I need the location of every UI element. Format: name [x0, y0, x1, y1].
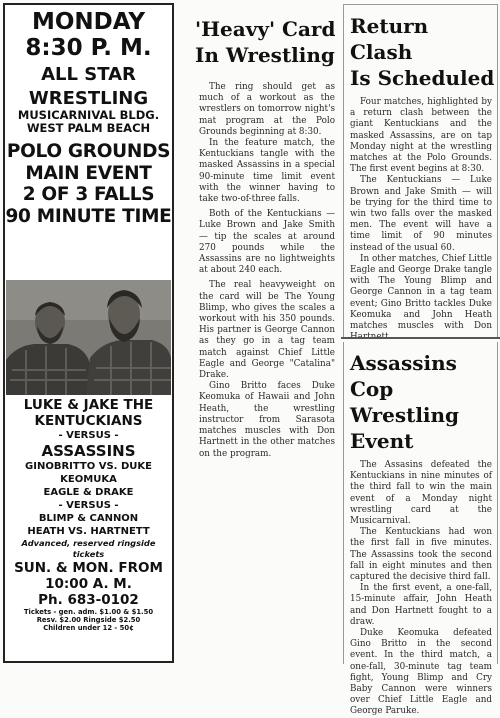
article-heavy-card	[181, 4, 339, 462]
ad-falls: 2 OF 3 FALLS	[22, 184, 155, 205]
paragraph: The Kentuckians had won the first fall in five minutes. The Assassins took the second fall in eight minutes and then captured the decisive third fall.	[350, 527, 492, 583]
paragraph: In other matches, Chief Little Eagle and George Drake tangle with The Young Blimp and George Cannon in a tag team event; Gino Britto tackles Duke Keomuka and John Heath matches muscles with Don Hartnett.	[350, 253, 492, 343]
paragraph: Both of the Kentuckians — Luke Brown and Jake Smith — tip the scales at around 270 pounds while the Assassins are no lightweights at about 240 each.	[199, 209, 335, 276]
paragraph: Gino Britto faces Duke Keomuka of Hawaii and John Heath, the wrestling instructor from Sarasota matches muscles with Don Hartnett in the other matches on the program.	[199, 381, 335, 459]
ad-prices-3: Children under 12 - 50¢	[43, 624, 134, 632]
ad-versus-1: - VERSUS -	[58, 430, 119, 441]
paragraph: Duke Keomuka defeated Gino Britto in the second event. In the third match, a one-fall, 30-minute tag team fight, Young Blimp and Cry Baby Cannon were winners over Chief Little Eagle and George Paruke.	[350, 628, 492, 717]
ad-header	[5, 5, 172, 227]
wrestling-advertisement	[3, 3, 174, 663]
article-return-clash	[343, 4, 498, 343]
paragraph: In the first event, a one-fall, 15-minute affair, John Heath and Don Hartnett fought to a draw.	[350, 583, 492, 627]
paragraph: The ring should get as much of a workout as the wrestlers on tomorrow night's mat program at the Polo Grounds beginning at 8:30.	[199, 82, 335, 137]
paragraph: The Assasins defeated the Kentuckians in nine minutes of the third fall to win the main event of a Monday night wrestling card at the Musicarnival.	[350, 460, 492, 527]
ad-phone: Ph. 683-0102	[38, 592, 139, 608]
ad-venue: MUSICARNIVAL BLDG.	[17, 108, 160, 122]
ad-match-3a: EAGLE & DRAKE	[43, 487, 134, 498]
article-body	[344, 460, 497, 718]
paragraph: In the feature match, the Kentuckians tangle with the masked Assassins in a special 90-minute time limit event with the winner having to take two-of-three falls.	[199, 138, 335, 205]
headline-line1: Return Clash	[350, 14, 429, 64]
ad-opponents: ASSASSINS	[41, 442, 136, 460]
ad-sale-time: 10:00 A. M.	[45, 576, 132, 592]
ad-polo-grounds: POLO GROUNDS	[6, 141, 171, 162]
article-body	[181, 82, 339, 460]
article-headline	[350, 13, 497, 91]
ad-card-listing	[5, 397, 172, 632]
paragraph: The real heavyweight on the card will be The Young Blimp, who gives the scales a workout with his 350 pounds. His partner is George Cannon as they go in a tag team match against Chief Little Eagle and George "Catalina" Drake.	[199, 280, 335, 381]
headline-line2: Is Scheduled	[350, 66, 495, 90]
ad-time: 8:30 P. M.	[25, 35, 152, 61]
ad-match-3b: BLIMP & CANNON	[38, 513, 139, 524]
article-assassins-cop	[343, 342, 498, 717]
wrestlers-photo	[6, 280, 171, 395]
ad-match-2: GINOBRITTO VS. DUKE KEOMUKA	[25, 461, 152, 485]
ad-headliners-line2: KENTUCKIANS	[34, 413, 143, 429]
ad-versus-2: - VERSUS -	[58, 500, 119, 511]
ad-city: WEST PALM BEACH	[26, 121, 151, 135]
wrestlers-photo-image	[6, 280, 171, 395]
column-divider	[341, 337, 500, 339]
ad-match-4: HEATH VS. HARTNETT	[27, 526, 150, 537]
article-headline	[195, 16, 339, 68]
ad-prices-2: Resv. $2.00 Ringside $2.50	[36, 616, 141, 624]
headline-line1: Assassins Cop	[350, 351, 457, 401]
ad-headliners-line1: LUKE & JAKE THE	[23, 397, 154, 413]
ad-prices-1: Tickets - gen. adm. $1.00 & $1.50	[23, 608, 154, 616]
paragraph: The Kentuckians — Luke Brown and Jake Smith — will be trying for the third time to win two falls over the masked men. The event will have a time limit of 90 minutes instead of the usual 60.	[350, 175, 492, 253]
ad-main-event: MAIN EVENT	[25, 162, 152, 184]
headline-line1: 'Heavy' Card	[195, 17, 336, 41]
ad-all-star: ALL STAR	[41, 64, 136, 85]
headline-line2: Wrestling Event	[350, 403, 460, 453]
article-headline	[350, 350, 497, 454]
ad-sale-days: SUN. & MON. FROM	[14, 560, 163, 576]
ad-ticket-note: Advanced, reserved ringside tickets	[21, 538, 156, 559]
ad-wrestling: WRESTLING	[28, 88, 149, 109]
headline-line2: In Wrestling	[195, 43, 335, 67]
article-body	[344, 97, 497, 343]
ad-time-limit: 90 MINUTE TIME	[5, 205, 172, 227]
ad-day: MONDAY	[31, 9, 146, 35]
paragraph: Four matches, highlighted by a return clash between the giant Kentuckians and the masked Assassins, are on tap Monday night at the wrestling matches at the Polo Grounds. The first event begins at 8:30.	[350, 97, 492, 175]
